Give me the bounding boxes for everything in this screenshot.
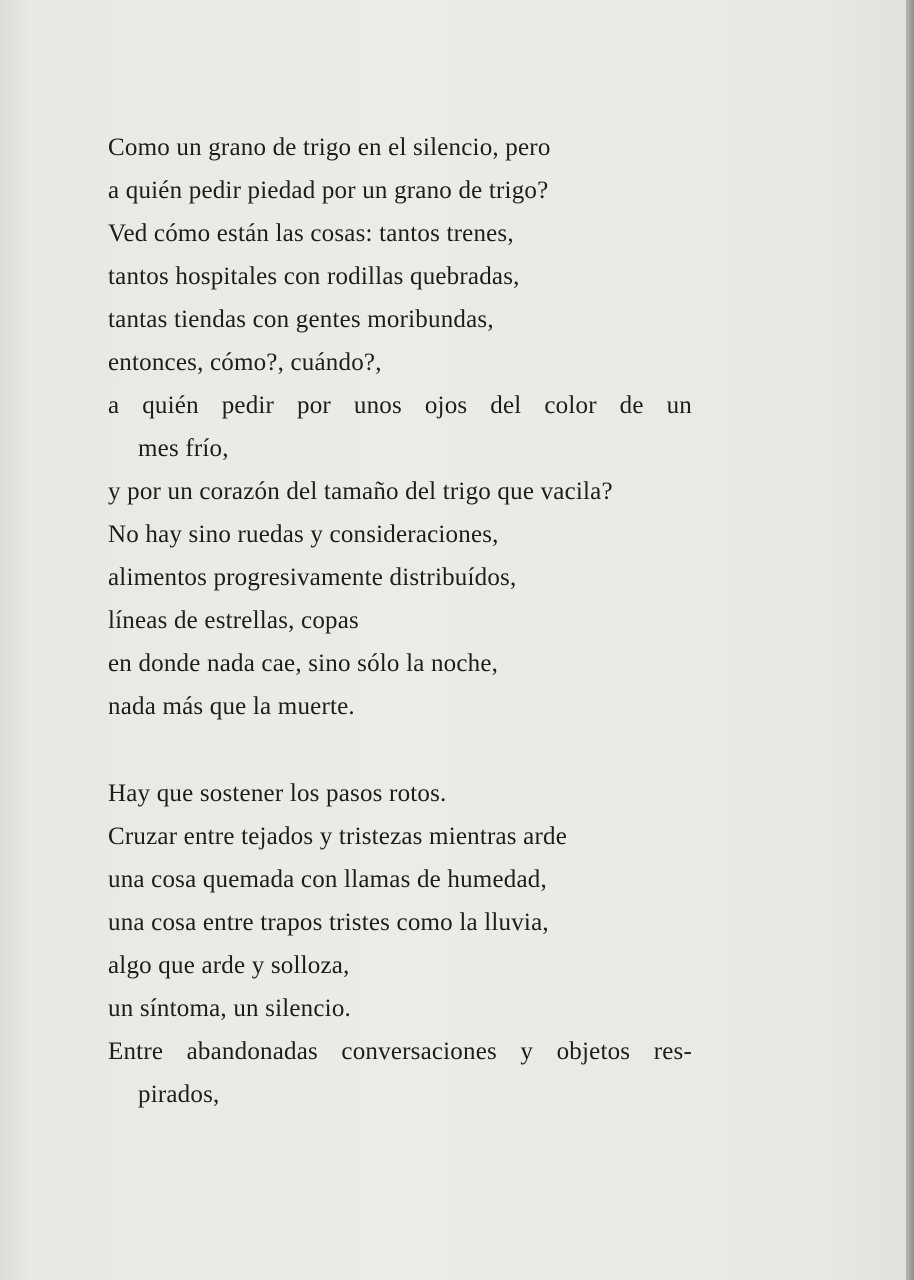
poem-line-continuation: mes frío,	[138, 435, 229, 462]
poem-line: tantos hospitales con rodillas quebradas,	[108, 263, 520, 290]
poem-line: Hay que sostener los pasos rotos.	[108, 780, 447, 807]
poem-line: Ved cómo están las cosas: tantos trenes,	[108, 220, 514, 247]
poem-line: Entre abandonadas conversaciones y objetos res-	[108, 1038, 692, 1065]
poem-line: entonces, cómo?, cuándo?,	[108, 349, 382, 376]
poem-line: Como un grano de trigo en el silencio, pero	[108, 134, 551, 161]
poem-line: y por un corazón del tamaño del trigo que vacila?	[108, 478, 613, 505]
poem-line-continuation: pirados,	[138, 1081, 220, 1108]
poem-line: una cosa entre trapos tristes como la lluvia,	[108, 909, 549, 936]
poem-line: en donde nada cae, sino sólo la noche,	[108, 650, 499, 677]
poem-line: líneas de estrellas, copas	[108, 607, 359, 634]
poem-line: un síntoma, un silencio.	[108, 995, 351, 1022]
poem-line: a quién pedir por unos ojos del color de un	[108, 392, 692, 419]
stanza-2	[108, 772, 708, 1116]
poem-line: tantas tiendas con gentes moribundas,	[108, 306, 494, 333]
stanza-break	[108, 728, 708, 772]
poem-line: No hay sino ruedas y consideraciones,	[108, 521, 499, 548]
poem-line: algo que arde y solloza,	[108, 952, 350, 979]
poem-line: a quién pedir piedad por un grano de trigo?	[108, 177, 549, 204]
page-edge-shadow	[906, 0, 914, 1280]
poem-text	[108, 126, 708, 1116]
poem-line: alimentos progresivamente distribuídos,	[108, 564, 517, 591]
poem-line: nada más que la muerte.	[108, 693, 355, 720]
poem-line: Cruzar entre tejados y tristezas mientras arde	[108, 823, 568, 850]
poem-line: una cosa quemada con llamas de humedad,	[108, 866, 547, 893]
stanza-1	[108, 126, 708, 728]
